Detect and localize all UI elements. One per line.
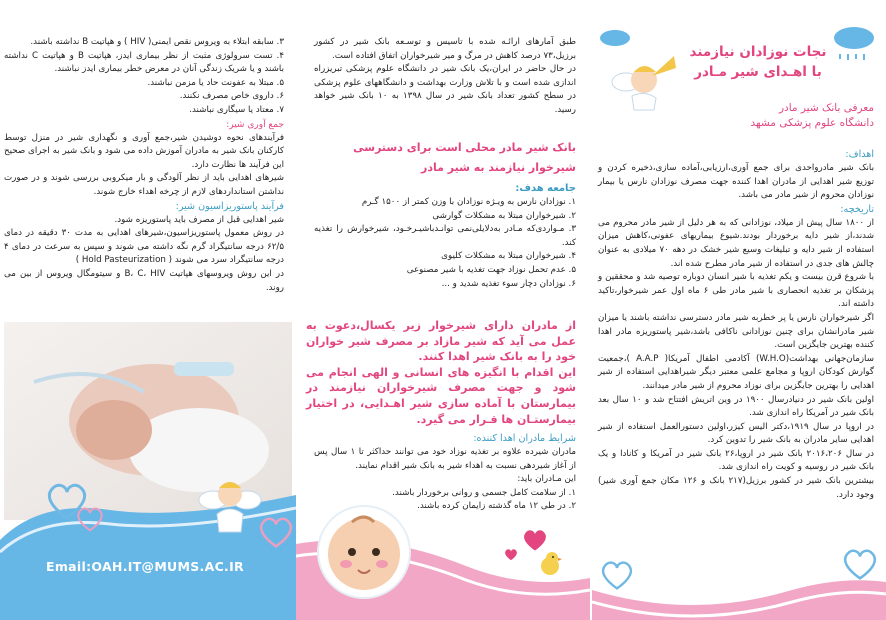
left-body [4, 36, 284, 295]
conditions-text: مادران شیرده علاوه بر تغذیه نوزاد خود می توانند حداکثر تا ۱ سال پس از آغاز شیردهی نسبت به اهداء شیر به بانک شیر اقدام نمایند. این مـادران باید: [314, 447, 576, 485]
heart-icon [600, 560, 634, 590]
heart-icon [522, 528, 548, 552]
pasteur-title: فرآیند پاستوریزاسیون شیر: [175, 200, 284, 212]
history-text: از ۱۸۰۰ سال پیش از میلاد، نوزادانی که به هر دلیل از شیر مادر محروم می شدند،از شیر دایه برخوردار بودند.شیوع بیماریهای عفونی،کاهش میزان استفاده از شیر دایه و تبلیغات وسیع شیر خشک در دهه ۷۰ میلادی به عنوان چالش های جدی در استفاده از شیر مادر مطرح شده اند. با شروع قرن بیست و یکم تغذیه با شیر انسان دوباره توصیه شد و محققین و پزشکان بر تغذیه انحصاری با شیر مادر طی ۶ ماه اول عمر شیرخوار،تاکید داشته اند. اگر شیرخواران نارس یا پر خطربه شیر مادر دسترسی نداشته باشند یا میزان شیر مادرانشان برای چنین نوزادانی ناکافی باشد،شیر پاستوریزه مادر اهدا کننده بهترین جایگزین است. سازمان‌جهانی بهداشت(W.H.O) آکادمی اطفال آمریکا( A.A.P )،جمعیت گوارش کودکان اروپا و مجامع علمی معتبر دیگر شیراهدایی استفاده از شیر اهدایی را بهترین جایگزین برای نوزاد محروم از شیر مادر میدانند. اولین بانک شیر در دنیادرسال ۱۹۰۰ در وین اتریش افتتاح شد و ۱۰ سال بعد بانک شیر در آمریکا راه اندازی شد. در اروپا در سال ۱۹۱۹،دکتر الیس کیزر،اولین دستورالعمل استفاده از شیر اهدایی سایر مادران به بانک شیر را تدوین کرد. در سال ۲۰۱۶،۲۰۶ بانک شیر در اروپا،۲۶ بانک شیر در آمریکا و کانادا و یک بانک شیر در روسیه و کویت راه اندازی شد. بیشترین بانک شیر در کشور برزیل(۲۱۷ بانک و ۱۲۶ مکان جمع آوری شیر) وجود دارد. [598, 217, 875, 500]
goal-list [314, 196, 576, 291]
middle-panel [296, 0, 590, 620]
right-body [598, 148, 874, 502]
goal-title: جامعه هدف: [515, 183, 576, 194]
condition-item: ۲. در طی ۱۲ ماه گذشته زایمان کرده باشند. [417, 501, 576, 512]
left-item: ۶. داروی خاص مصرف نکنند. [179, 91, 284, 102]
condition-item: ۱. از سلامت کامل جسمی و روانی برخوردار باشند. [392, 487, 576, 498]
goal-item: ۶. نوزادان دچار سوء تغذیه شدید و ... [441, 278, 576, 289]
call-to-action [306, 318, 576, 427]
heart-icon [842, 548, 878, 580]
collect-text: فرآیندهای نحوه دوشیدن شیر،جمع آوری و نگهداری شیر در منزل توسط کارکنان بانک شیر به مادران آموزش داده می شود و بانک شیر به اجرای صحیح این فرآیند ها نظارت دارد. شیرهای اهدایی باید از نظر آلودگی و بار میکروبی بررسی شوند و در صورت نداشتن استانداردهای لازم از چرخه اهداء خارج شوند. [4, 132, 284, 197]
conditions-title: شرایط مادران اهدا کننده: [473, 433, 576, 444]
goal-item: ۵. عدم تحمل نوزاد جهت تغذیه با شیر مصنوعی [406, 264, 576, 275]
subtitle [614, 101, 874, 131]
brochure-title [658, 42, 858, 82]
intro-text: طبق آمارهای ارائـه شده با تاسیس و توسـعه بانک شیر در کشور برزیل،۷۳ درصد کاهش در مرگ و میر شیرخواران اتفاق افتاده است. در حال حاضر در ایران،یک بانک شیر در دانشگاه علوم پزشکی تبریزراه اندازی شده است و با تلاش وزارت بهداشت و دانشگاههای علوم پزشکی در سطح کشور تعداد بانک شیر در سال ۱۳۹۸ به ۱۰ بانک شیر خواهد رسید. [314, 37, 576, 115]
goal-item: ۳. مـواردی‌که مـادر به‌دلایلی‌نمی توانـدباشیـرخـود، شیرخوارش را تغذیه کند. [314, 224, 576, 248]
call-text-1: از مادران دارای شیرخوار زیر یکسال،دعوت به عمل می آید که شیر مازاد بر مصرف شیر خواران خود را به بانک شیر اهدا کنند. [306, 319, 576, 364]
goal-item: ۴. شیرخواران مبتلا به مشکلات کلیوی [441, 251, 576, 262]
left-item: ۴. تست سرولوژی مثبت از نظر بیماری ایدز، هپاتیت B و هپاتیت C نداشته باشند و یا شریک زندگی آنان در معرض خطر بیماری ایدز نباشند. [4, 50, 284, 75]
goal-item: ۲. شیرخواران مبتلا به مشکلات گوارشی [432, 210, 576, 221]
pasteur-text: شیر اهدایی قبل از مصرف باید پاستوریزه شود. در روش معمول پاستوریزاسیون،شیرهای اهدایی به مدت ۳۰ دقیقه در دمای ۶۲/۵ درجه سانتیگراد گرم نگه داشته می شوند و سپس به سرعت در دمای ۴ درجه سانتیگراد سرد می شوند ( Hold Pasteurization ) در این روش ویروسهای هپاتیت B، C، HIV و سیتومگال ویروس از بین می روند. [4, 214, 284, 293]
goals-text: بانک شیر مادرواحدی برای جمع آوری،ارزیابی،آماده سازی،ذخیره کردن و توزیع شیر اهدایی از مادران اهدا کننده جهت مصرف نوزادان نارس یا بیمار نوزادان محروم از شیر مادر می باشد. [598, 163, 874, 201]
left-item: ۵. مبتلا به عفونت حاد یا مزمن نباشند. [147, 77, 284, 88]
history-title: تاریخچه: [840, 203, 874, 215]
heart-icon [76, 506, 104, 532]
cloud-icon [598, 28, 632, 48]
contact-email: Email:OAH.IT@MUMS.AC.IR [46, 559, 244, 574]
right-panel [592, 0, 886, 620]
left-panel [0, 0, 294, 620]
title-line-2: با اهـدای شیر مـادر [694, 64, 822, 80]
subtitle-line-2: دانشگاه علوم پزشکی مشهد [750, 117, 874, 129]
subtitle-line-1: معرفی بانک شیر مادر [778, 102, 874, 114]
heart-icon [504, 548, 518, 561]
left-item: ۷. معتاد یا سیگاری نباشند. [189, 104, 284, 115]
chick-icon [538, 550, 562, 576]
title-line-1: نجات نوزادان نیازمند [689, 44, 827, 60]
heart-icon [258, 516, 294, 548]
goals-title: اهداف: [845, 149, 874, 160]
left-item: ۳. سابقه ابتلاء به ویروس نقص ایمنی( HIV ) و هپاتیت B نداشته باشند. [30, 37, 284, 47]
conditions-section [314, 432, 576, 514]
highlight-heading: بانک شیر مادر محلی است برای دسترسی شیرخوار نیازمند به شیر مادر [353, 141, 576, 174]
collect-title: جمع آوری شیر: [226, 119, 284, 130]
call-text-2: این اقدام با انگیزه های انسانی و الهی انجام می شود و جهت مصرف شیرخواران نیازمند در بیمارستان با آماده سازی شیر اهـدایی، در اختیار بیمارستـان ها قـرار می گیرد. [306, 365, 576, 426]
angel-illustration [195, 470, 265, 540]
baby-face-illustration [316, 504, 412, 600]
goal-item: ۱. نوزادان نارس به ویـژه نوزادان با وزن کمتر از ۱۵۰۰ گـرم [361, 197, 576, 207]
